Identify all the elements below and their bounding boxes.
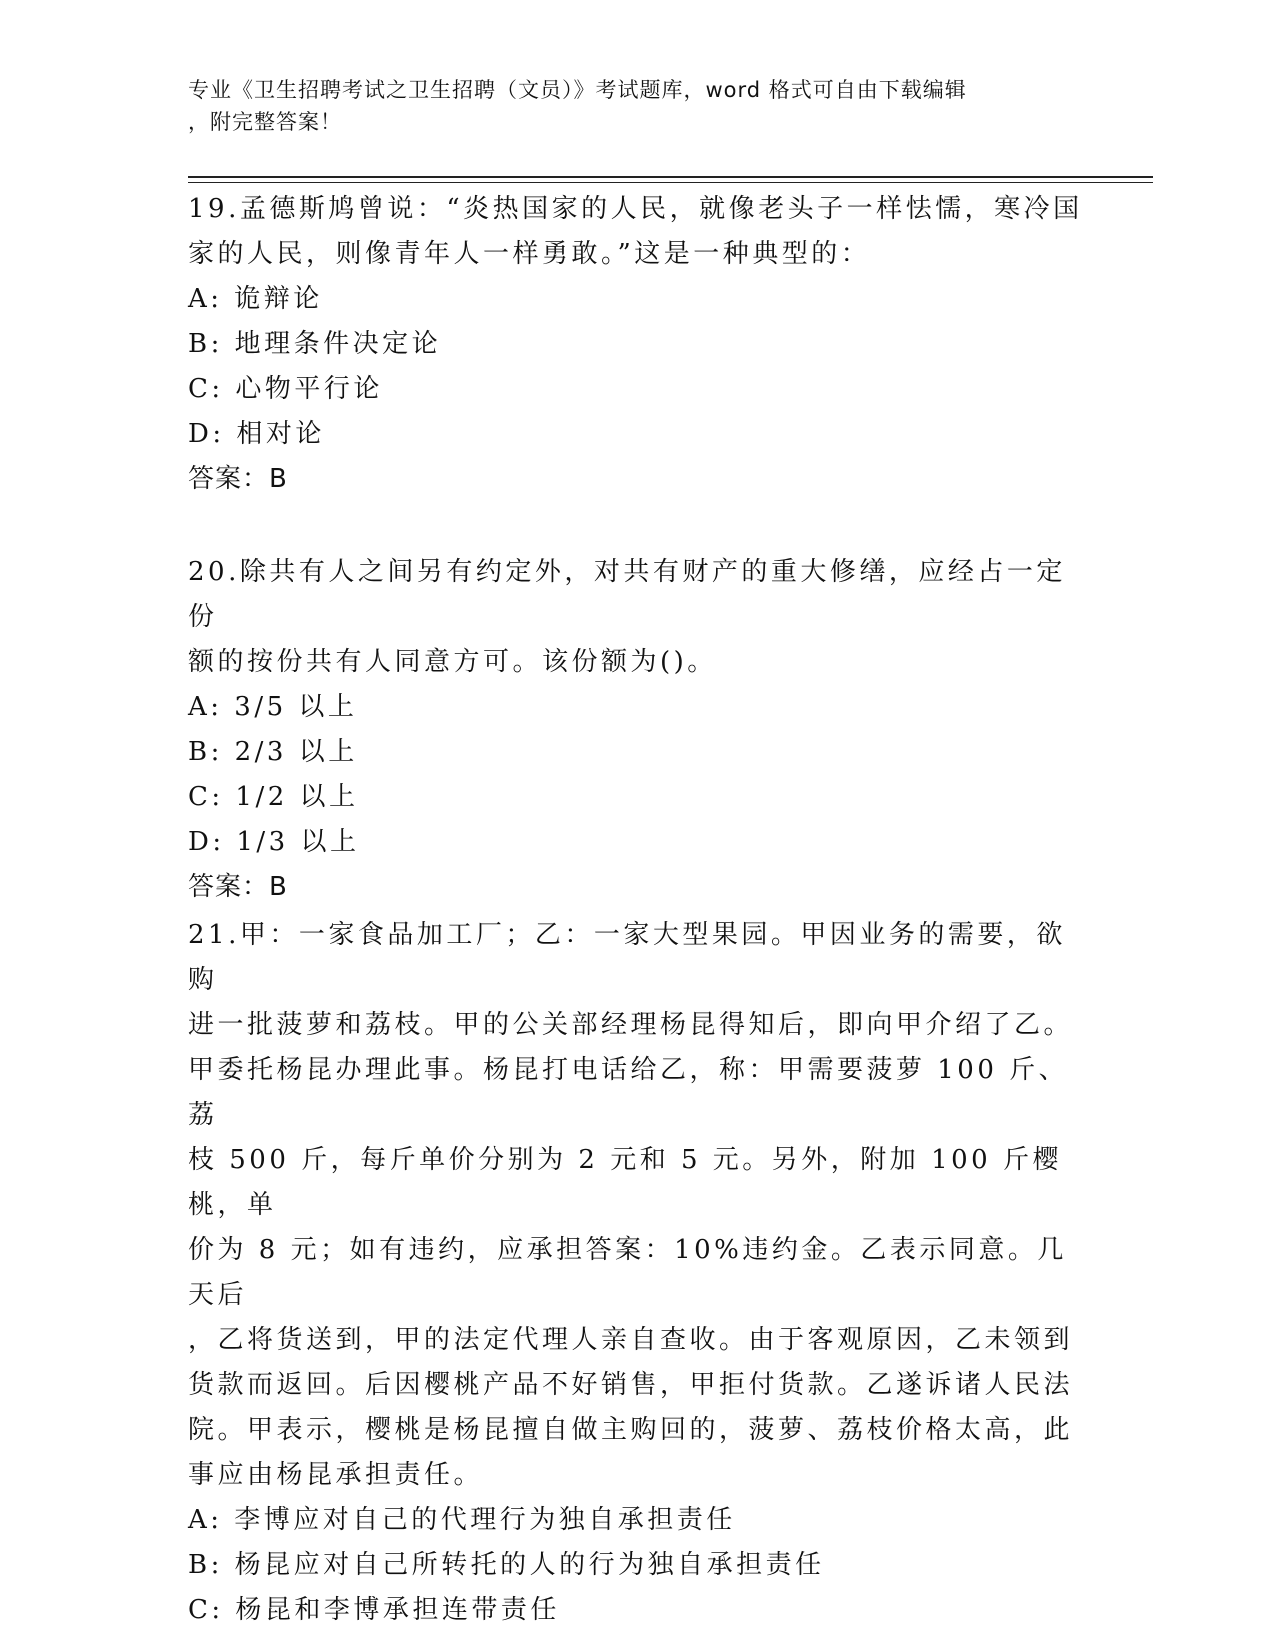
option-b: B: 2/3 以上 [188, 737, 358, 767]
question-21 [188, 913, 1083, 1633]
header-divider-thin [188, 182, 1153, 183]
question-stem-line: 事应由杨昆承担责任。 [188, 1460, 484, 1490]
question-19 [188, 187, 1083, 502]
option-d: D: 相对论 [188, 419, 325, 449]
option-c: C: 1/2 以上 [188, 782, 359, 812]
option-a: A: 李博应对自己的代理行为独自承担责任 [188, 1505, 736, 1535]
option-b: B: 杨昆应对自己所转托的人的行为独自承担责任 [188, 1550, 825, 1580]
option-a: A: 诡辩论 [188, 284, 323, 314]
answer: 答案：B [188, 464, 288, 494]
question-20 [188, 550, 1083, 910]
option-c: C: 心物平行论 [188, 374, 383, 404]
option-a: A: 3/5 以上 [188, 692, 358, 722]
option-c: C: 杨昆和李博承担连带责任 [188, 1595, 560, 1625]
question-stem-line: 进一批菠萝和荔枝。甲的公关部经理杨昆得知后，即向甲介绍了乙。 [188, 1010, 1074, 1040]
question-stem-line: 家的人民，则像青年人一样勇敢。”这是一种典型的： [188, 239, 871, 269]
option-d: D: 1/3 以上 [188, 827, 360, 857]
question-stem-line: 额的按份共有人同意方可。该份额为()。 [188, 647, 717, 677]
question-stem-line: ，乙将货送到，甲的法定代理人亲自查收。由于客观原因，乙未领到 [188, 1325, 1074, 1355]
question-stem-line: 货款而返回。后因樱桃产品不好销售，甲拒付货款。乙遂诉诸人民法 [188, 1370, 1074, 1400]
answer: 答案：B [188, 872, 288, 902]
question-stem-line: 20.除共有人之间另有约定外，对共有财产的重大修缮，应经占一定份 [188, 557, 1066, 632]
question-stem-line: 价为 8 元；如有违约，应承担答案：10%违约金。乙表示同意。几天后 [188, 1235, 1067, 1310]
question-stem-line: 枝 500 斤，每斤单价分别为 2 元和 5 元。另外，附加 100 斤樱桃，单 [188, 1145, 1062, 1220]
header-line-1: 专业《卫生招聘考试之卫生招聘（文员）》考试题库，word 格式可自由下载编辑 [188, 78, 967, 102]
question-stem-line: 甲委托杨昆办理此事。杨昆打电话给乙，称：甲需要菠萝 100 斤、荔 [188, 1055, 1069, 1130]
header-divider-thick [188, 176, 1153, 178]
option-b: B: 地理条件决定论 [188, 329, 442, 359]
question-stem-line: 21.甲：一家食品加工厂；乙：一家大型果园。甲因业务的需要，欲购 [188, 920, 1066, 995]
header-line-2: ，附完整答案！ [188, 110, 342, 134]
document-header [188, 74, 1088, 138]
question-stem-line: 院。甲表示，樱桃是杨昆擅自做主购回的，菠萝、荔枝价格太高，此 [188, 1415, 1074, 1445]
question-stem-line: 19.孟德斯鸠曾说：“炎热国家的人民，就像老头子一样怯懦，寒冷国 [188, 194, 1083, 224]
